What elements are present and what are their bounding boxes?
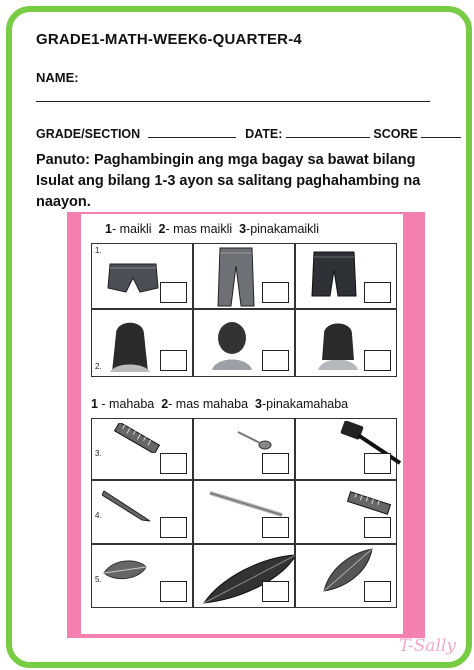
answer-box[interactable] bbox=[262, 350, 289, 371]
answer-box[interactable] bbox=[364, 350, 391, 371]
answer-cell bbox=[193, 243, 295, 309]
answer-cell bbox=[91, 544, 193, 608]
item-number: 1. bbox=[95, 246, 102, 255]
grade-section-field[interactable] bbox=[148, 127, 236, 138]
small-leaf-icon bbox=[102, 557, 148, 588]
grade-section-label: GRADE/SECTION bbox=[36, 127, 141, 141]
answer-cell bbox=[91, 418, 193, 480]
worksheet-title: GRADE1-MATH-WEEK6-QUARTER-4 bbox=[36, 31, 302, 48]
answer-cell bbox=[193, 544, 295, 608]
answer-box[interactable] bbox=[262, 453, 289, 474]
answer-cell bbox=[295, 418, 397, 480]
legend-long: 1 - mahaba 2- mas mahaba 3-pinakamahaba bbox=[91, 397, 349, 411]
answer-cell bbox=[193, 418, 295, 480]
answer-box[interactable] bbox=[160, 453, 187, 474]
score-label: SCORE bbox=[373, 127, 418, 141]
answer-cell bbox=[295, 309, 397, 377]
name-label: NAME: bbox=[36, 70, 79, 85]
answer-box[interactable] bbox=[160, 581, 187, 602]
answer-cell bbox=[193, 480, 295, 544]
answer-box[interactable] bbox=[364, 453, 391, 474]
spoon-icon bbox=[236, 429, 272, 456]
shorts-icon bbox=[106, 262, 160, 301]
answer-box[interactable] bbox=[364, 517, 391, 538]
date-label: DATE: bbox=[245, 127, 283, 141]
long-hair-icon bbox=[108, 314, 152, 377]
medium-hair-icon bbox=[316, 316, 360, 375]
short-ruler-icon bbox=[346, 491, 392, 520]
short-hair-icon bbox=[210, 320, 254, 375]
answer-box[interactable] bbox=[160, 517, 187, 538]
date-field[interactable] bbox=[286, 127, 370, 138]
answer-box[interactable] bbox=[262, 517, 289, 538]
answer-cell bbox=[91, 309, 193, 377]
info-row bbox=[36, 127, 461, 141]
item-number: 5. bbox=[95, 575, 102, 584]
answer-cell bbox=[91, 480, 193, 544]
answer-box[interactable] bbox=[262, 282, 289, 303]
answer-box[interactable] bbox=[160, 350, 187, 371]
worksheet-sheet bbox=[81, 214, 403, 634]
answer-cell bbox=[91, 243, 193, 309]
answer-box[interactable] bbox=[160, 282, 187, 303]
answer-box[interactable] bbox=[364, 581, 391, 602]
answer-cell bbox=[295, 544, 397, 608]
instructions: Panuto: Paghambingin ang mga bagay sa bawat bilang Isulat ang bilang 1-3 ayon sa salitang paghahambing na naayon. bbox=[36, 152, 421, 210]
pencil-icon bbox=[102, 489, 152, 528]
knee-shorts-icon bbox=[310, 250, 358, 305]
long-pants-icon bbox=[216, 246, 256, 313]
ruler-icon bbox=[112, 423, 162, 458]
item-number: 3. bbox=[95, 449, 102, 458]
item-number: 4. bbox=[95, 511, 102, 520]
answer-box[interactable] bbox=[262, 581, 289, 602]
answer-box[interactable] bbox=[364, 282, 391, 303]
answer-cell bbox=[295, 243, 397, 309]
answer-cell bbox=[295, 480, 397, 544]
artist-signature: T-Sally bbox=[398, 636, 456, 656]
item-number: 2. bbox=[95, 362, 102, 371]
name-field[interactable] bbox=[36, 101, 430, 102]
legend-short: 1- maikli 2- mas maikli 3-pinakamaikli bbox=[105, 222, 319, 236]
answer-cell bbox=[193, 309, 295, 377]
score-field[interactable] bbox=[421, 127, 461, 138]
